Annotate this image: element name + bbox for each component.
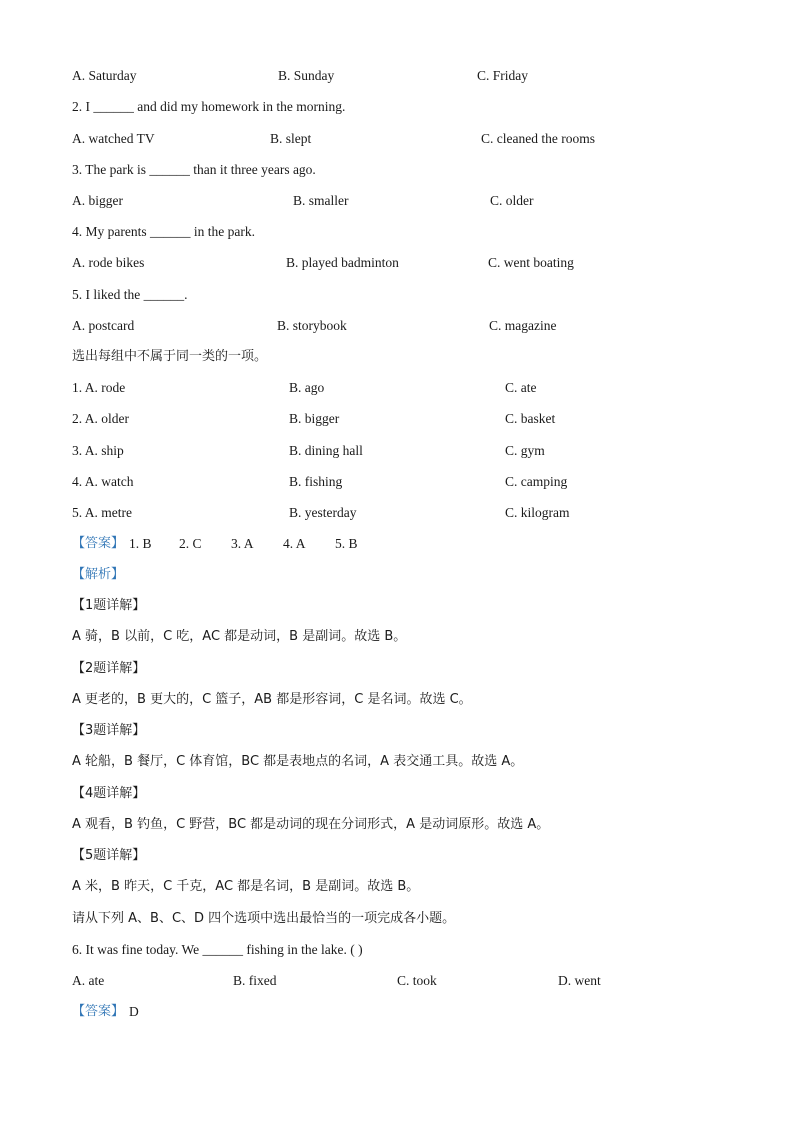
detail-tag: 【3题详解】 <box>72 723 146 738</box>
question-text: 6. It was fine today. We ______ fishing in the lake. ( ) <box>72 942 363 957</box>
detail-heading <box>0 659 794 679</box>
option-c: C. ate <box>505 380 537 395</box>
answer-item: 1. B <box>129 536 152 551</box>
q1-options <box>0 66 794 86</box>
odd-one-out-item <box>0 409 794 429</box>
option-b: B. fishing <box>289 474 343 489</box>
odd-one-out-item <box>0 441 794 461</box>
explanation: A 轮船，B 餐厅，C 体育馆，BC 都是表地点的名词，A 表交通工具。故选 A。 <box>72 754 524 769</box>
explanation: A 米，B 昨天，C 千克，AC 都是名词，B 是副词。故选 B。 <box>72 879 420 894</box>
option-a: 1. A. rode <box>72 380 126 395</box>
answer-item: 3. A <box>231 536 254 551</box>
option-c: C. older <box>490 193 534 208</box>
option-b: B. fixed <box>233 973 277 988</box>
q2-options <box>0 129 794 149</box>
option-a: 2. A. older <box>72 411 129 426</box>
option-c: C. magazine <box>489 318 557 333</box>
option-c: C. kilogram <box>505 505 570 520</box>
answer-item: 2. C <box>179 536 202 551</box>
q6-stem <box>0 940 794 960</box>
detail-tag: 【2题详解】 <box>72 661 146 676</box>
option-b: B. played badminton <box>286 255 399 270</box>
option-a: A. watched TV <box>72 131 155 146</box>
option-d: D. went <box>558 973 601 988</box>
option-c: C. gym <box>505 443 545 458</box>
option-b: B. smaller <box>293 193 349 208</box>
option-a: A. rode bikes <box>72 255 145 270</box>
q3-stem <box>0 160 794 180</box>
option-a: A. postcard <box>72 318 135 333</box>
detail-text <box>0 815 794 835</box>
q3-options <box>0 191 794 211</box>
detail-heading <box>0 596 794 616</box>
detail-heading <box>0 721 794 741</box>
q4-stem <box>0 222 794 242</box>
detail-text <box>0 877 794 897</box>
option-c: C. went boating <box>488 255 574 270</box>
answer-item: D <box>129 1004 139 1019</box>
section-instruction <box>0 909 794 929</box>
q4-options <box>0 253 794 273</box>
detail-text <box>0 627 794 647</box>
option-a: 4. A. watch <box>72 474 134 489</box>
question-text: 5. I liked the ______. <box>72 287 188 302</box>
answer-tag: 【答案】 <box>72 536 125 551</box>
answer-row <box>0 534 794 554</box>
q5-options <box>0 316 794 336</box>
option-b: B. ago <box>289 380 325 395</box>
answer-item: 4. A <box>283 536 306 551</box>
option-a: A. ate <box>72 973 105 988</box>
option-b: B. bigger <box>289 411 340 426</box>
option-c: C. cleaned the rooms <box>481 131 595 146</box>
option-a: 3. A. ship <box>72 443 124 458</box>
instruction-text: 请从下列 A、B、C、D 四个选项中选出最恰当的一项完成各小题。 <box>72 911 456 926</box>
q6-options <box>0 971 794 991</box>
detail-tag: 【5题详解】 <box>72 848 146 863</box>
option-b: B. yesterday <box>289 505 357 520</box>
analysis-tag: 【解析】 <box>72 567 125 582</box>
q2-stem <box>0 97 794 117</box>
detail-heading <box>0 846 794 866</box>
odd-one-out-item <box>0 503 794 523</box>
question-text: 2. I ______ and did my homework in the morning. <box>72 99 346 114</box>
answer-row <box>0 1002 794 1022</box>
detail-tag: 【1题详解】 <box>72 598 146 613</box>
option-a: 5. A. metre <box>72 505 132 520</box>
detail-tag: 【4题详解】 <box>72 786 146 801</box>
answer-item: 5. B <box>335 536 358 551</box>
option-c: C. Friday <box>477 68 529 83</box>
option-a: A. bigger <box>72 193 123 208</box>
detail-heading <box>0 784 794 804</box>
question-text: 4. My parents ______ in the park. <box>72 224 255 239</box>
q5-stem <box>0 285 794 305</box>
option-b: B. slept <box>270 131 312 146</box>
option-c: C. basket <box>505 411 556 426</box>
detail-text <box>0 752 794 772</box>
analysis-heading <box>0 565 794 585</box>
section-instruction <box>0 347 794 367</box>
explanation: A 骑，B 以前，C 吃，AC 都是动词，B 是副词。故选 B。 <box>72 629 407 644</box>
option-a: A. Saturday <box>72 68 137 83</box>
option-b: B. Sunday <box>278 68 335 83</box>
odd-one-out-item <box>0 378 794 398</box>
option-c: C. took <box>397 973 437 988</box>
explanation: A 更老的，B 更大的，C 篮子，AB 都是形容词，C 是名词。故选 C。 <box>72 692 472 707</box>
odd-one-out-item <box>0 472 794 492</box>
explanation: A 观看，B 钓鱼，C 野营，BC 都是动词的现在分词形式，A 是动词原形。故选 A。 <box>72 817 550 832</box>
option-c: C. camping <box>505 474 568 489</box>
question-text: 3. The park is ______ than it three years ago. <box>72 162 316 177</box>
option-b: B. dining hall <box>289 443 363 458</box>
detail-text <box>0 690 794 710</box>
answer-tag: 【答案】 <box>72 1004 125 1019</box>
option-b: B. storybook <box>277 318 347 333</box>
instruction-text: 选出每组中不属于同一类的一项。 <box>72 349 268 364</box>
